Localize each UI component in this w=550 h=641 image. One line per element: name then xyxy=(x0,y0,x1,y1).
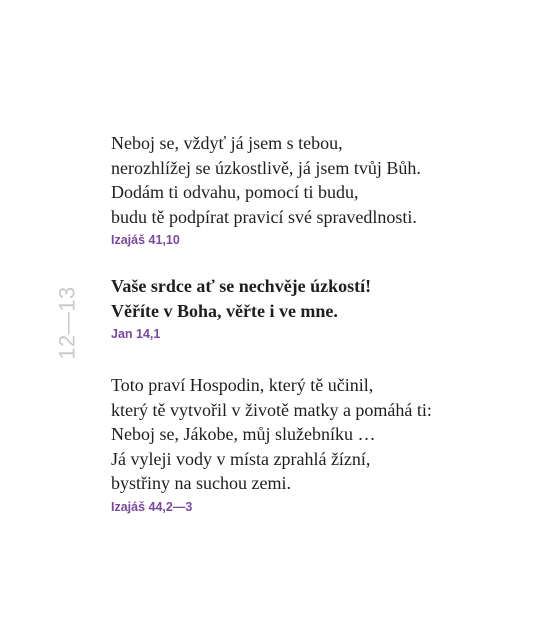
verse-block-john-14 xyxy=(111,274,371,341)
verse-line: Vaše srdce ať se nechvěje úzkostí! xyxy=(111,276,372,296)
verse-line: Věříte v Boha, věřte i ve mne. xyxy=(111,300,338,321)
verse-line: Neboj se, vždyť já jsem s tebou, xyxy=(111,133,343,153)
verse-block-isaiah-41 xyxy=(111,131,421,247)
page-number xyxy=(48,288,88,358)
verse-line: budu tě podpírat pravicí své spravedlnosti. xyxy=(111,206,417,227)
verse-line: Toto praví Hospodin, který tě učinil, xyxy=(111,375,374,395)
verse-line: Dodám ti odvahu, pomocí ti budu, xyxy=(111,182,359,202)
verse-line: bystřiny na suchou zemi. xyxy=(111,473,291,493)
verse-reference: Izajáš 44,2—3 xyxy=(111,499,193,514)
verse-line: který tě vytvořil v životě matky a pomáhá ti: xyxy=(111,399,432,420)
verse-reference: Izajáš 41,10 xyxy=(111,233,180,247)
page-number-label: 12—13 xyxy=(55,286,81,360)
verse-block-isaiah-44 xyxy=(111,373,432,514)
verse-line: Já vyleji vody v místa zprahlá žízní, xyxy=(111,448,371,469)
verse-reference: Jan 14,1 xyxy=(111,327,161,341)
verse-line: nerozhlížej se úzkostlivě, já jsem tvůj Bůh. xyxy=(111,157,421,178)
verse-line: Neboj se, Jákobe, můj služebníku … xyxy=(111,424,376,444)
